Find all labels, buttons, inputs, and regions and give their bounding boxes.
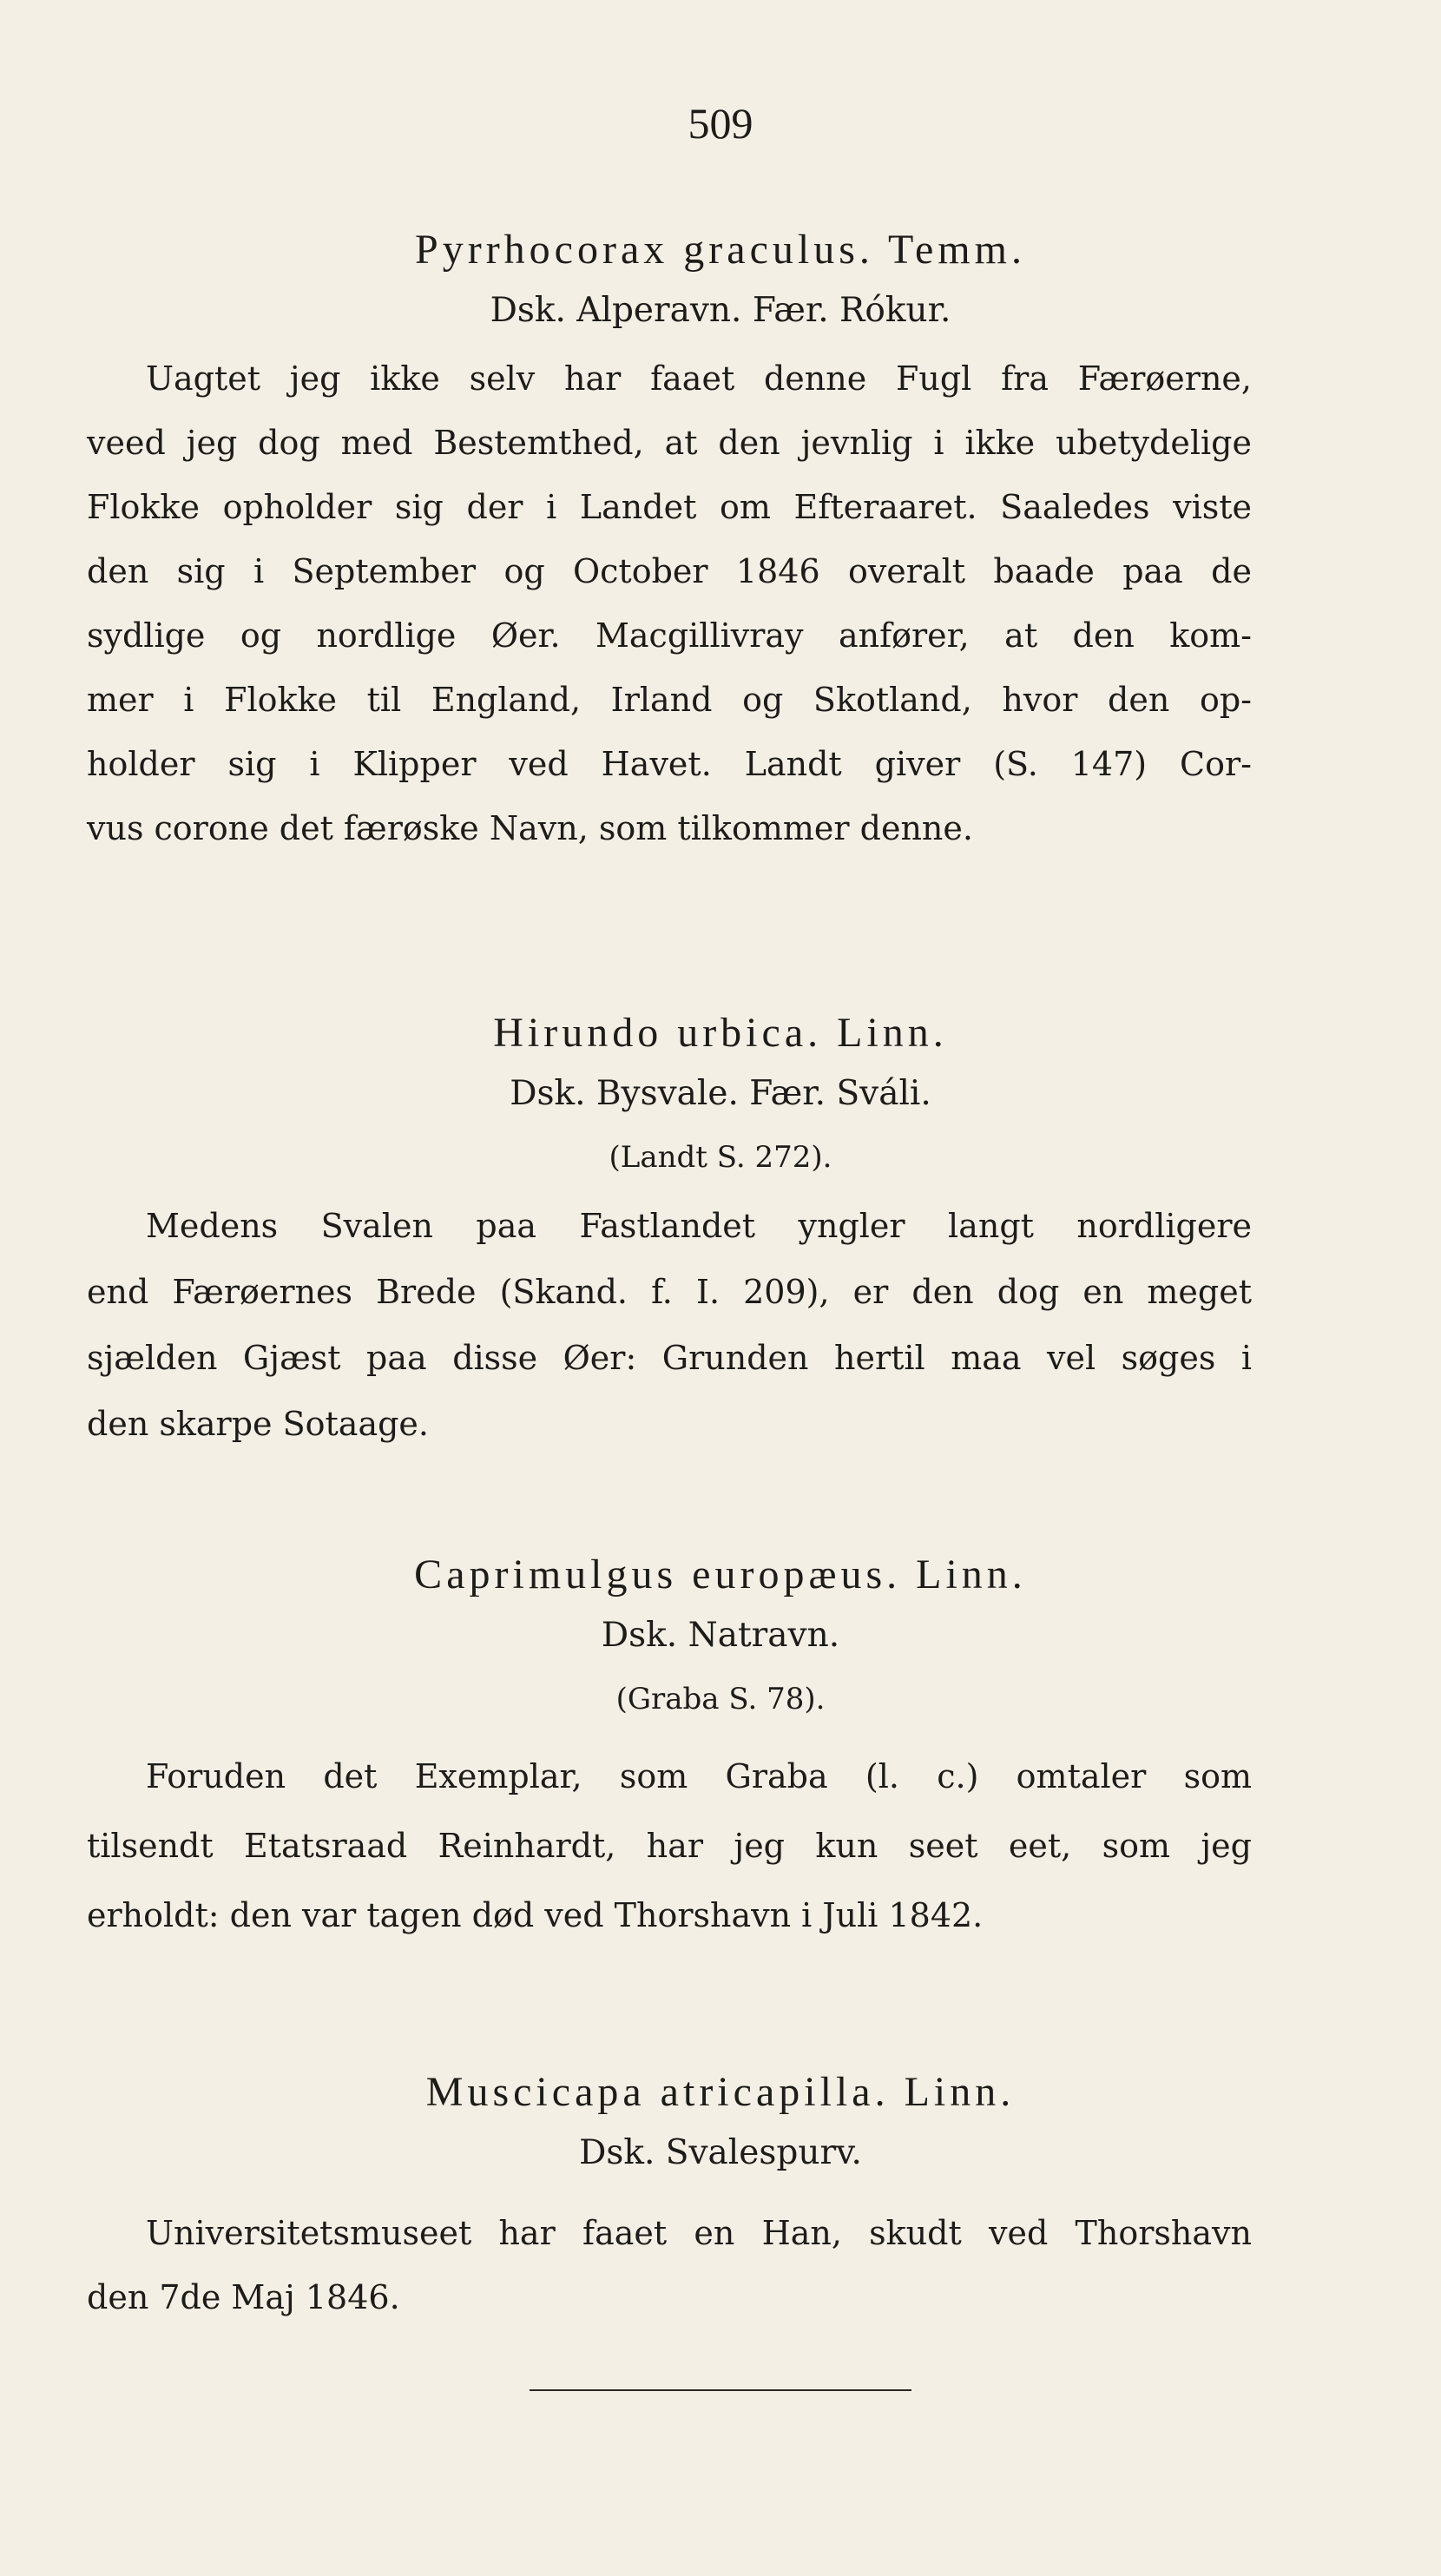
- text-line: mer i Flokke til England, Irland og Skotland, hvor den op-: [87, 681, 1252, 719]
- text-line: sjælden Gjæst paa disse Øer: Grunden hertil maa vel søges i: [87, 1339, 1252, 1377]
- common-names: Dsk. Bysvale. Fær. Sváli.: [510, 1074, 931, 1113]
- common-names: Dsk. Alperavn. Fær. Rókur.: [490, 291, 951, 330]
- species-heading: Caprimulgus europæus. Linn.: [414, 1552, 1027, 1598]
- text-line: vus corone det færøske Navn, som tilkommer denne.: [87, 809, 973, 847]
- species-heading: Muscicapa atricapilla. Linn.: [425, 2069, 1016, 2115]
- page-number: 509: [688, 99, 753, 148]
- section-divider: [530, 2389, 911, 2391]
- source-reference: (Graba S. 78).: [615, 1682, 826, 1716]
- species-heading: Hirundo urbica. Linn.: [493, 1010, 948, 1056]
- text-line: tilsendt Etatsraad Reinhardt, har jeg kun seet eet, som jeg: [87, 1827, 1252, 1865]
- text-line: Medens Svalen paa Fastlandet yngler langt nordligere: [146, 1207, 1252, 1245]
- text-line: Foruden det Exemplar, som Graba (l. c.) omtaler som: [146, 1757, 1252, 1795]
- text-line: holder sig i Klipper ved Havet. Landt giver (S. 147) Cor-: [87, 745, 1252, 783]
- species-heading: Pyrrhocorax graculus. Temm.: [415, 227, 1026, 273]
- text-line: Flokke opholder sig der i Landet om Efteraaret. Saaledes viste: [87, 488, 1252, 526]
- text-line: sydlige og nordlige Øer. Macgillivray anfører, at den kom-: [87, 616, 1252, 655]
- common-names: Dsk. Natravn.: [601, 1616, 840, 1655]
- text-line: veed jeg dog med Bestemthed, at den jevnlig i ikke ubetydelige: [87, 424, 1252, 462]
- text-line: end Færøernes Brede (Skand. f. I. 209), er den dog en meget: [87, 1273, 1252, 1311]
- source-reference: (Landt S. 272).: [609, 1140, 832, 1175]
- text-line: erholdt: den var tagen død ved Thorshavn i Juli 1842.: [87, 1896, 984, 1934]
- text-line: Uagtet jeg ikke selv har faaet denne Fugl fra Færøerne,: [146, 359, 1252, 398]
- text-line: den 7de Maj 1846.: [87, 2278, 400, 2316]
- text-line: den sig i September og October 1846 overalt baade paa de: [87, 552, 1252, 590]
- common-names: Dsk. Svalespurv.: [579, 2133, 862, 2172]
- text-line: Universitetsmuseet har faaet en Han, skudt ved Thorshavn: [146, 2214, 1252, 2252]
- text-line: den skarpe Sotaage.: [87, 1405, 429, 1443]
